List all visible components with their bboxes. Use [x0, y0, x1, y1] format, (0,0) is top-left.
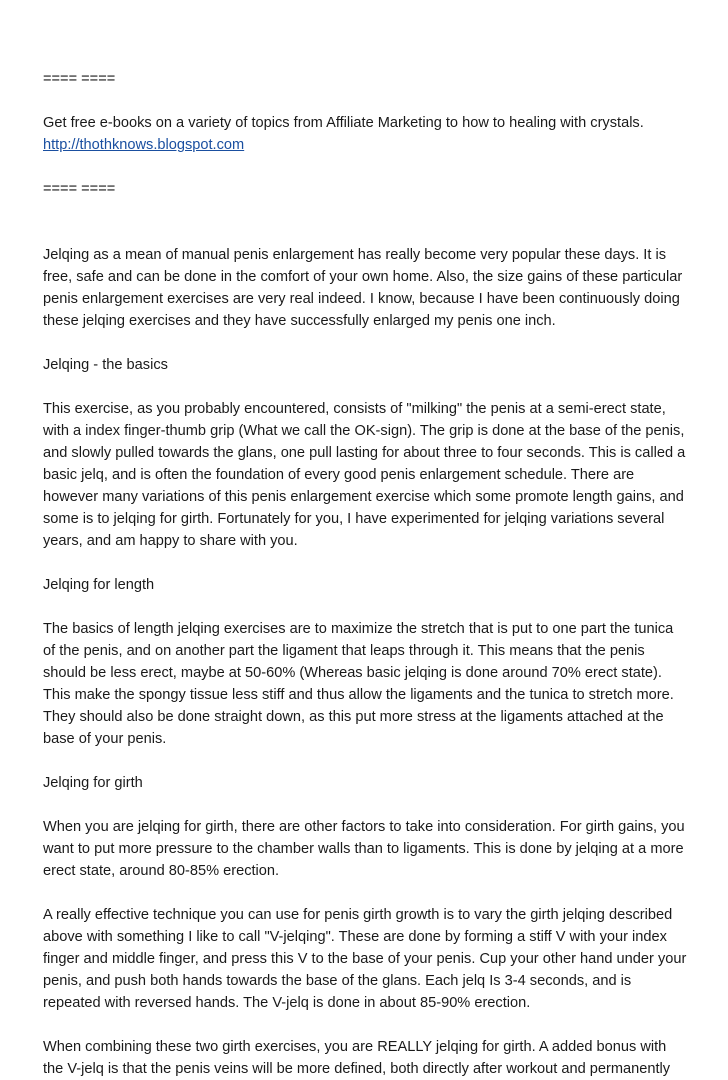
spacer [43, 750, 688, 772]
separator-bottom: ==== ==== [43, 181, 116, 197]
length-paragraph: The basics of length jelqing exercises are to maximize the stretch that is put to one part the tunica of the penis, and on another part the ligament that leaps through it. This means that the penis should be less erect, maybe at 50-60% (Whereas basic jelqing is done around 70% erect state). This make the spongy tissue less stiff and thus allow the ligaments and the tunica to stretch more. They should also be done straight down, as this put more stress at the ligaments attached at the base of your penis. [43, 621, 674, 747]
promo-text: Get free e-books on a variety of topics from Affiliate Marketing to how to healing with crystals. [43, 115, 644, 131]
spacer [43, 882, 688, 904]
combining-paragraph: When combining these two girth exercises, you are REALLY jelqing for girth. A added bonus with the V-jelq is that the penis veins will be more defined, both directly after workout and permanently [43, 1039, 671, 1077]
spacer [43, 376, 688, 398]
spacer [43, 794, 688, 816]
heading-length: Jelqing for length [43, 577, 155, 593]
basics-paragraph: This exercise, as you probably encountered, consists of "milking" the penis at a semi-erect state, with a index finger-thumb grip (What we call the OK-sign). The grip is done at the base of the penis, and slowly pulled towards the glans, one pull lasting for about three to four seconds. This is called a basic jelq, and is often the foundation of every good penis enlargement schedule. There are however many variations of this penis enlargement exercise which some promote length gains, and some is to jelqing for girth. Fortunately for you, I have experimented for jelqing variations several years, and am happy to share with you. [43, 401, 686, 549]
spacer [43, 332, 688, 354]
intro-paragraph: Jelqing as a mean of manual penis enlargement has really become very popular these days. It is free, safe and can be done in the comfort of your own home. Also, the size gains of these particular penis enlargement exercises are very real indeed. I know, because I have been continuously doing these jelqing exercises and they have successfully enlarged my penis one inch. [43, 247, 683, 329]
spacer [43, 200, 688, 244]
spacer [43, 596, 688, 618]
spacer [43, 1014, 688, 1036]
heading-girth: Jelqing for girth [43, 775, 143, 791]
promo-link[interactable]: http://thothknows.blogspot.com [43, 137, 245, 153]
spacer [43, 156, 688, 178]
girth-paragraph: When you are jelqing for girth, there are other factors to take into consideration. For girth gains, you want to put more pressure to the chamber walls than to ligaments. This is done by jelqing at a more erect state, around 80-85% erection. [43, 819, 685, 879]
spacer [43, 90, 688, 112]
heading-basics: Jelqing - the basics [43, 357, 168, 373]
separator-top: ==== ==== [43, 71, 116, 87]
document-page [43, 68, 688, 1080]
spacer [43, 552, 688, 574]
vjelq-paragraph: A really effective technique you can use for penis girth growth is to vary the girth jelqing described above with something I like to call "V-jelqing". These are done by forming a stiff V with your index finger and middle finger, and press this V to the base of your penis. Cup your other hand under your penis, and push both hands towards the base of the glans. Each jelq Is 3-4 seconds, and is repeated with reversed hands. The V-jelq is done in about 85-90% erection. [43, 907, 687, 1011]
promo-line [43, 134, 688, 156]
